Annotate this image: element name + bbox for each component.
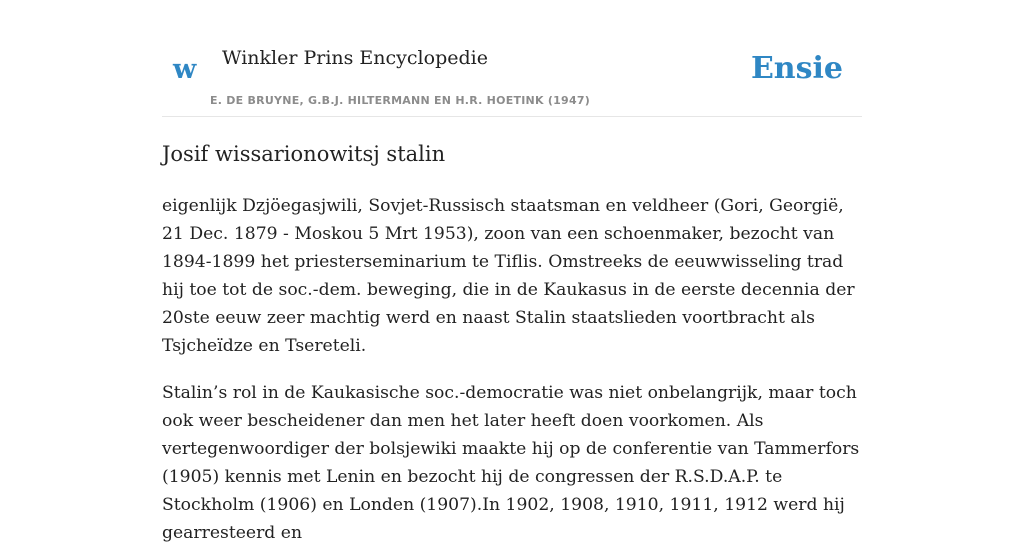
article-paragraph: Stalin’s rol in de Kaukasische soc.-democratie was niet onbelangrijk, maar toch ook weer bescheidener dan men het later heeft doen voorkomen. Als vertegenwoordiger der bolsjewiki maakte hij op de conferentie van Tammerfors (1905) kennis met Lenin en bezocht hij de congressen der R.S.D.A.P. te Stockholm (1906) en Londen (1907).In 1902, 1908, 1910, 1911, 1912 werd hij gearresteerd en [162,383,860,543]
article-title: Josif wissarionowitsj stalin [162,142,446,166]
article [162,138,862,547]
site-title[interactable]: Winkler Prins Encyclopedie [222,47,488,69]
brand-logo[interactable]: Ensie [750,51,843,86]
site-header [162,0,862,117]
article-paragraph: eigenlijk Dzjöegasjwili, Sovjet-Russisch staatsman en veldheer (Gori, Georgië, 21 Dec. 1879 - Moskou 5 Mrt 1953), zoon van een schoenmaker, bezocht van 1894-1899 het priesterseminarium te Tiflis. Omstreeks de eeuwwisseling trad hij toe tot de soc.-dem. beweging, die in de Kaukasus in de eerste decennia der 20ste eeuw zeer machtig werd en naast Stalin staatslieden voortbracht als Tsjcheïdze en Tsereteli. [162,196,855,356]
site-logo[interactable]: w [173,54,197,85]
source-authors: E. DE BRUYNE, G.B.J. HILTERMANN EN H.R. HOETINK (1947) [210,94,591,107]
